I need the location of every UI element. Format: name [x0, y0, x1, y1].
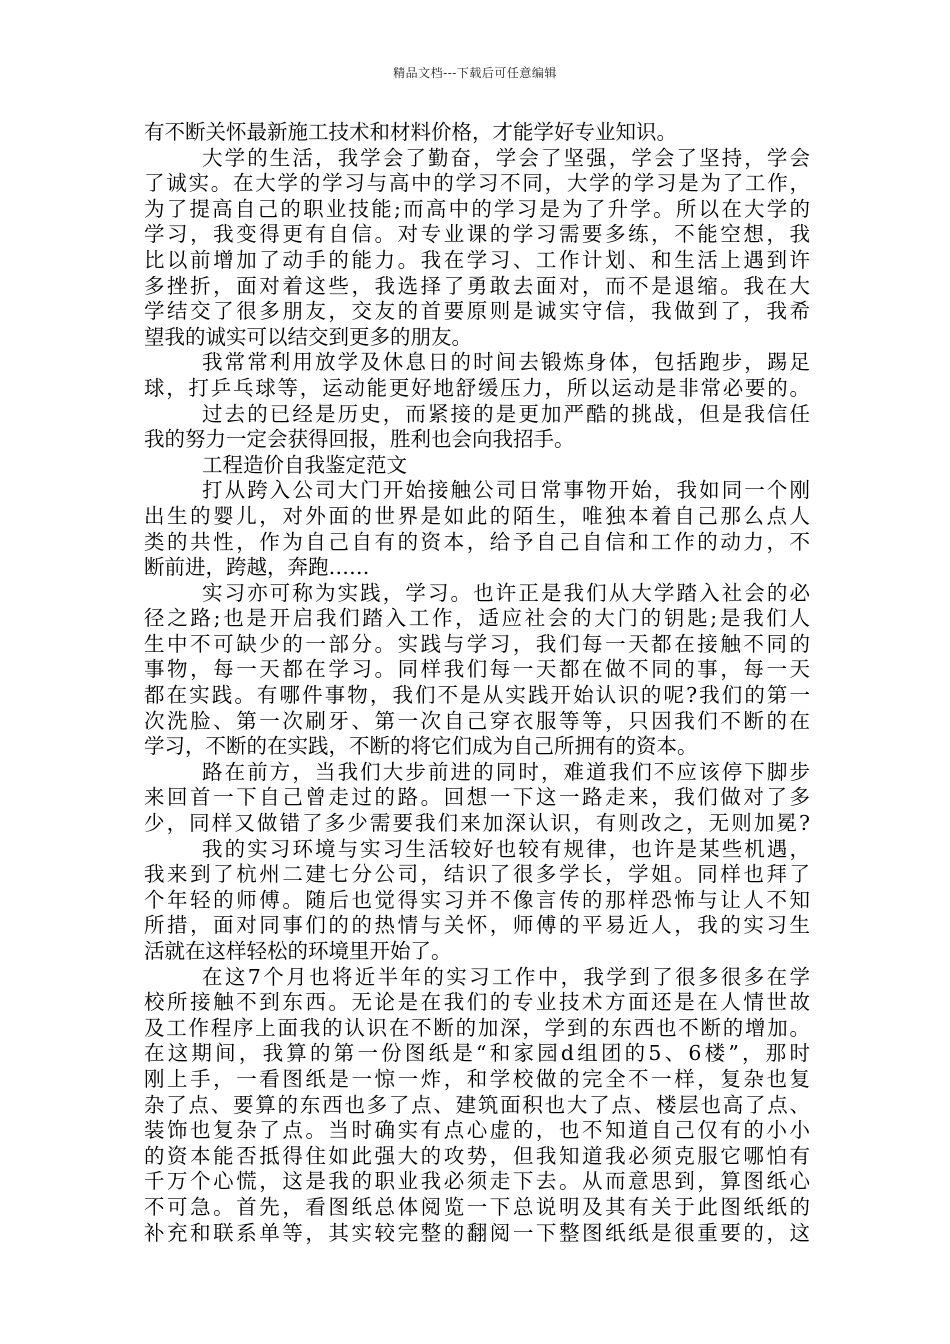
- text-line: 杂了点、要算的东西也多了点、建筑面积也大了点、楼层也高了点、: [144, 1092, 810, 1117]
- text-line: 不可急。首先，看图纸总体阅览一下总说明及其有关于此图纸纸的: [144, 1194, 810, 1219]
- text-line: 出生的婴儿，对外面的世界是如此的陌生，唯独本着自己那么点人: [144, 503, 810, 528]
- text-line: 所措，面对同事们的的热情与关怀，师傅的平易近人，我的实习生: [144, 913, 810, 938]
- text-line: 次洗脸、第一次刷牙、第一次自己穿衣服等等，只因我们不断的在: [144, 708, 810, 733]
- text-line: 补充和联系单等，其实较完整的翻阅一下整图纸纸是很重要的，这: [144, 1220, 810, 1245]
- text-line: 断前进，跨越，奔跑……: [144, 555, 370, 580]
- text-line: 实习亦可称为实践，学习。也许正是我们从大学踏入社会的必: [202, 580, 810, 605]
- text-line: 学习，不断的在实践，不断的将它们成为自己所拥有的资本。: [144, 734, 698, 759]
- text-line: 多挫折，面对着这些，我选择了勇敢去面对，而不是退缩。我在大: [144, 273, 810, 298]
- text-line: 类的共性，作为自己自有的资本，给予自己自信和工作的动力，不: [144, 529, 810, 554]
- text-line: 过去的已经是历史，而紧接的是更加严酷的挑战，但是我信任: [202, 401, 810, 426]
- text-line: 事物，每一天都在学习。同样我们每一天都在做不同的事，每一天: [144, 657, 810, 682]
- text-line: 少，同样又做错了多少需要我们来加深认识，有则改之，无则加冕?: [144, 811, 810, 836]
- text-line: 的资本能否抵得住如此强大的攻势，但我知道我必须克服它哪怕有: [144, 1143, 810, 1168]
- text-line: 工程造价自我鉴定范文: [202, 452, 407, 477]
- text-line: 了诚实。在大学的学习与高中的学习不同，大学的学习是为了工作，: [144, 171, 810, 196]
- text-line: 望我的诚实可以结交到更多的朋友。: [144, 324, 472, 349]
- document-body: [144, 120, 810, 1246]
- text-line: 学结交了很多朋友，交友的首要原则是诚实守信，我做到了，我希: [144, 299, 810, 324]
- text-line: 径之路;也是开启我们踏入工作，适应社会的大门的钥匙;是我们人: [144, 606, 810, 631]
- text-line: 来回首一下自己曾走过的路。回想一下这一路走来，我们做对了多: [144, 785, 810, 810]
- text-line: 球，打乒乓球等，运动能更好地舒缓压力，所以运动是非常必要的。: [144, 375, 810, 400]
- text-line: 装饰也复杂了点。当时确实有点心虚的，也不知道自己仅有的小小: [144, 1118, 810, 1143]
- text-line: 我的努力一定会获得回报，胜利也会向我招手。: [144, 427, 575, 452]
- text-line: 比以前增加了动手的能力。我在学习、工作计划、和生活上遇到许: [144, 247, 810, 272]
- text-line: 校所接触不到东西。无论是在我们的专业技术方面还是在人情世故: [144, 990, 810, 1015]
- text-line: 我来到了杭州二建七分公司，结识了很多学长，学姐。同样也拜了: [144, 862, 810, 887]
- text-line: 我的实习环境与实习生活较好也较有规律，也许是某些机遇，: [202, 836, 810, 861]
- text-line: 生中不可缺少的一部分。实践与学习，我们每一天都在接触不同的: [144, 631, 810, 656]
- text-line: 我常常利用放学及休息日的时间去锻炼身体，包括跑步，踢足: [202, 350, 810, 375]
- text-line: 及工作程序上面我的认识在不断的加深，学到的东西也不断的增加。: [144, 1015, 810, 1040]
- text-line: 路在前方，当我们大步前进的同时，难道我们不应该停下脚步: [202, 759, 810, 784]
- text-line: 有不断关怀最新施工技术和材料价格，才能学好专业知识。: [144, 120, 677, 144]
- text-line: 为了提高自己的职业技能;而高中的学习是为了升学。所以在大学的: [144, 196, 810, 221]
- text-line: 千万个心慌，这是我的职业我必须走下去。从而意思到，算图纸心: [144, 1169, 810, 1194]
- page-header: 精品文档---下载后可任意编辑: [393, 66, 557, 80]
- text-line: 刚上手，一看图纸是一惊一炸，和学校做的完全不一样，复杂也复: [144, 1066, 810, 1091]
- text-line: 在这7个月也将近半年的实习工作中，我学到了很多很多在学: [202, 964, 810, 989]
- text-line: 在这期间，我算的第一份图纸是“和家园d组团的5、6楼”，那时: [144, 1041, 810, 1066]
- text-line: 都在实践。有哪件事物，我们不是从实践开始认识的呢?我们的第一: [144, 683, 810, 708]
- text-line: 打从跨入公司大门开始接触公司日常事物开始，我如同一个刚: [202, 478, 810, 503]
- text-line: 学习，我变得更有自信。对专业课的学习需要多练，不能空想，我: [144, 222, 810, 247]
- text-line: 个年轻的师傅。随后也觉得实习并不像言传的那样恐怖与让人不知: [144, 887, 810, 912]
- text-line: 活就在这样轻松的环境里开始了。: [144, 939, 452, 963]
- text-line: 大学的生活，我学会了勤奋，学会了坚强，学会了坚持，学会: [202, 145, 810, 170]
